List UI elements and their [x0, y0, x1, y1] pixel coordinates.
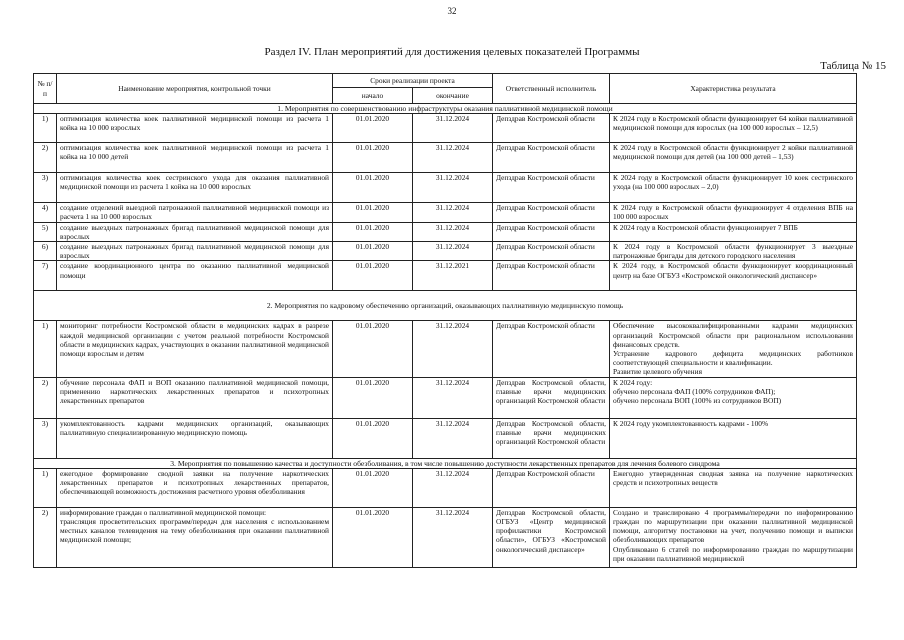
row-end: 31.12.2024 [413, 468, 493, 507]
row-executor: Депздрав Костромской области [493, 143, 610, 173]
row-num: 3) [34, 418, 57, 458]
row-result: К 2024 году в Костромской области функционирует 7 ВПБ [610, 222, 857, 241]
row-end: 31.12.2024 [413, 418, 493, 458]
row-executor: Депздрав Костромской области [493, 468, 610, 507]
row-result: К 2024 году: обучено персонала ФАП (100% сотрудников ФАП); обучено персонала ВОП (100% из сотрудников ВОП) [610, 377, 857, 418]
row-name: обучение персонала ФАП и ВОП оказанию паллиативной медицинской помощи, применению наркотических лекарственных препаратов и психотропных лекарственных препаратов [57, 377, 333, 418]
row-num: 2) [34, 143, 57, 173]
header-num: № п/п [34, 74, 57, 104]
row-start: 01.01.2020 [333, 507, 413, 567]
events-table [33, 73, 857, 568]
row-start: 01.01.2020 [333, 143, 413, 173]
table-label: Таблица № 15 [820, 60, 886, 72]
row-executor: Депздрав Костромской области [493, 173, 610, 203]
row-name: оптимизация количества коек сестринского ухода для оказания паллиативной медицинской помощи из расчета 1 койка на 10 000 взрослых [57, 173, 333, 203]
row-start: 01.01.2020 [333, 173, 413, 203]
row-name: оптимизация количества коек паллиативной медицинской помощи из расчета 1 койка на 10 000 детей [57, 143, 333, 173]
row-num: 1) [34, 321, 57, 377]
row-name: мониторинг потребности Костромской области в медицинских кадрах в разрезе каждой медицинской организации с учетом реальной потребности Костромской области в медицинских кадрах, участвующих в оказании паллиативной медицинской помощи взрослым и детям [57, 321, 333, 377]
row-name: создание выездных патронажных бригад паллиативной медицинской помощи для взрослых [57, 222, 333, 241]
row-executor: Депздрав Костромской области [493, 242, 610, 261]
row-name: создание отделений выездной патронажной паллиативной медицинской помощи из расчета 1 на 10 000 взрослых [57, 203, 333, 222]
row-start: 01.01.2020 [333, 377, 413, 418]
row-num: 2) [34, 377, 57, 418]
row-num: 1) [34, 468, 57, 507]
row-num: 5) [34, 222, 57, 241]
header-period: Сроки реализации проекта [333, 74, 493, 88]
row-end: 31.12.2024 [413, 143, 493, 173]
row-num: 3) [34, 173, 57, 203]
row-start: 01.01.2020 [333, 261, 413, 291]
row-start: 01.01.2020 [333, 203, 413, 222]
row-result: К 2024 году, в Костромской области функционирует координационный центр на базе ОГБУЗ «Костромской онкологический диспансер» [610, 261, 857, 291]
row-end: 31.12.2024 [413, 507, 493, 567]
section-heading: 1. Мероприятия по совершенствованию инфраструктуры оказания паллиативной медицинской помощи [34, 104, 857, 114]
row-num: 1) [34, 114, 57, 143]
header-start: начало [333, 88, 413, 104]
section-heading: 2. Мероприятия по кадровому обеспечению организаций, оказывающих паллиативную медицинскую помощь [34, 291, 857, 321]
row-num: 2) [34, 507, 57, 567]
row-executor: Депздрав Костромской области [493, 114, 610, 143]
row-start: 01.01.2020 [333, 242, 413, 261]
row-result: К 2024 году в Костромской области функционирует 10 коек сестринского ухода (на 100 000 взрослых – 2,0) [610, 173, 857, 203]
row-end: 31.12.2024 [413, 242, 493, 261]
row-name: информирование граждан о паллиативной медицинской помощи: трансляция просветительских программ/передач для населения с использованием местных каналов телевидения на тему обезболивания при оказании паллиативной медицинской помощи; [57, 507, 333, 567]
row-start: 01.01.2020 [333, 114, 413, 143]
row-num: 6) [34, 242, 57, 261]
row-result: К 2024 году в Костромской области функционирует 4 отделения ВПБ на 100 000 взрослых [610, 203, 857, 222]
row-executor: Депздрав Костромской области, главные врачи медицинских организаций Костромской области [493, 377, 610, 418]
row-result: К 2024 году в Костромской области функционирует 3 выездные патронажные бригады для детского городского населения [610, 242, 857, 261]
row-result: Создано и транслировано 4 программы/передачи по информированию граждан по маршрутизации при оказании паллиативной медицинской помощи, алгоритму постановки на учет, получению помощи и выписки обезболивающих препаратов Опубликовано 6 статей по информированию граждан по маршрутизации при оказании паллиативной медицинской [610, 507, 857, 567]
row-name: создание выездных патронажных бригад паллиативной медицинской помощи для взрослых [57, 242, 333, 261]
row-end: 31.12.2024 [413, 222, 493, 241]
section-heading: 3. Мероприятия по повышению качества и доступности обезболивания, в том числе повышению доступности лекарственных препаратов для лечения болевого синдрома [34, 458, 857, 468]
row-end: 31.12.2024 [413, 377, 493, 418]
row-end: 31.12.2024 [413, 114, 493, 143]
row-end: 31.12.2024 [413, 173, 493, 203]
row-num: 4) [34, 203, 57, 222]
row-start: 01.01.2020 [333, 418, 413, 458]
row-num: 7) [34, 261, 57, 291]
row-start: 01.01.2020 [333, 468, 413, 507]
row-name: создание координационного центра по оказанию паллиативной медицинской помощи [57, 261, 333, 291]
row-executor: Депздрав Костромской области [493, 261, 610, 291]
row-start: 01.01.2020 [333, 222, 413, 241]
row-name: оптимизация количества коек паллиативной медицинской помощи из расчета 1 койка на 10 000 взрослых [57, 114, 333, 143]
row-executor: Депздрав Костромской области, главные врачи медицинских организаций Костромской области [493, 418, 610, 458]
row-result: К 2024 году в Костромской области функционирует 2 койки паллиативной медицинской помощи для детей (на 100 000 детей – 1,53) [610, 143, 857, 173]
row-executor: Депздрав Костромской области [493, 321, 610, 377]
row-executor: Депздрав Костромской области, ОГБУЗ «Центр медицинской профилактики Костромской области», ОГБУЗ «Костромской онкологический диспансер» [493, 507, 610, 567]
header-result: Характеристика результата [610, 74, 857, 104]
section-title: Раздел IV. План мероприятий для достижения целевых показателей Программы [264, 46, 640, 58]
row-start: 01.01.2020 [333, 321, 413, 377]
row-result: Ежегодно утвержденная сводная заявка на получение наркотических средств и психотропных веществ [610, 468, 857, 507]
row-result: К 2024 году укомплектованность кадрами - 100% [610, 418, 857, 458]
row-executor: Депздрав Костромской области [493, 222, 610, 241]
header-name: Наименование мероприятия, контрольной точки [57, 74, 333, 104]
row-name: ежегодное формирование сводной заявки на получение наркотических лекарственных препаратов и психотропных лекарственных препаратов, обеспечивающей возможность достижения расчетного уровня обезболивания [57, 468, 333, 507]
header-executor: Ответственный исполнитель [493, 74, 610, 104]
row-end: 31.12.2021 [413, 261, 493, 291]
header-end: окончание [413, 88, 493, 104]
row-result: К 2024 году в Костромской области функционирует 64 койки паллиативной медицинской помощи для взрослых (на 100 000 взрослых – 12,5) [610, 114, 857, 143]
row-executor: Депздрав Костромской области [493, 203, 610, 222]
row-result: Обеспечение высококвалифицированными кадрами медицинских организаций Костромской области при рациональном использовании финансовых средств. Устранение кадрового дефицита медицинских работников соответствующей специальности и квалификации. Развитие целевого обучения [610, 321, 857, 377]
row-end: 31.12.2024 [413, 321, 493, 377]
page-number: 32 [447, 6, 457, 16]
row-end: 31.12.2024 [413, 203, 493, 222]
row-name: укомплектованность кадрами медицинских организаций, оказывающих паллиативную специализированную медицинскую помощь [57, 418, 333, 458]
